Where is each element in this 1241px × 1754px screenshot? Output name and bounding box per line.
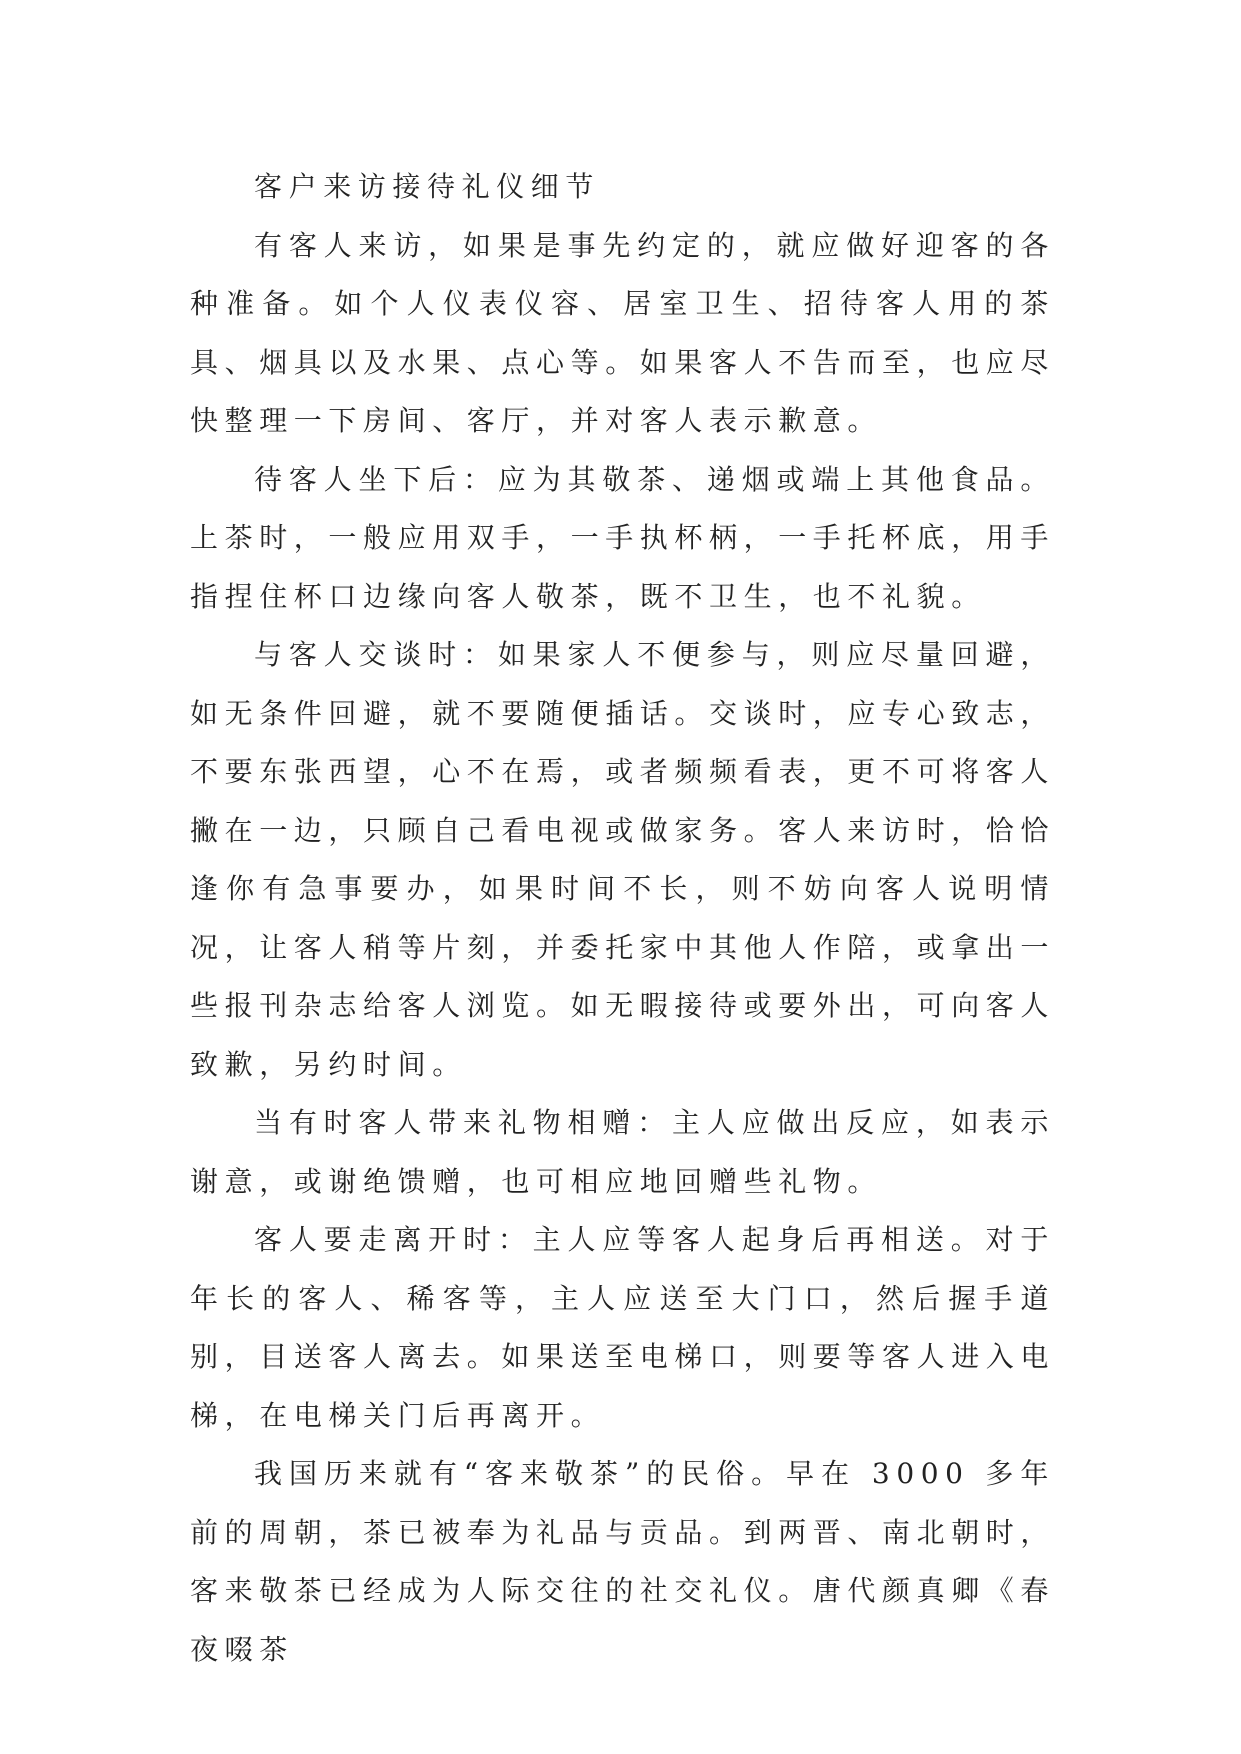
paragraph-conversation: 与客人交谈时：如果家人不便参与，则应尽量回避，如无条件回避，就不要随便插话。交谈时，应专心致志，不要东张西望，心不在焉，或者频频看表，更不可将客人撇在一边，只顾自己看电视或做家务。客人来访时，恰恰逢你有急事要办，如果时间不长，则不妨向客人说明情况，让客人稍等片刻，并委托家中其他人作陪，或拿出一些报刊杂志给客人浏览。如无暇接待或要外出，可向客人致歉，另约时间。 (190, 638, 1056, 1081)
paragraph-gifts: 当有时客人带来礼物相赠：主人应做出反应，如表示谢意，或谢绝馈赠，也可相应地回赠些礼物。 (190, 1106, 1055, 1198)
paragraph-tea-custom: 我国历来就有“客来敬茶”的民俗。早在 3000 多年前的周朝，茶已被奉为礼品与贡品。到两晋、南北朝时，客来敬茶已经成为人际交往的社交礼仪。唐代颜真卿《春夜啜茶 (190, 1457, 1056, 1666)
paragraph-visitor-preparation: 有客人来访，如果是事先约定的，就应做好迎客的各种准备。如个人仪表仪容、居室卫生、招待客人用的茶具、烟具以及水果、点心等。如果客人不告而至，也应尽快整理一下房间、客厅，并对客人表示歉意。 (190, 228, 1056, 437)
document-body (190, 158, 1055, 1679)
paragraph-seeing-off: 客人要走离开时：主人应等客人起身后再相送。对于年长的客人、稀客等，主人应送至大门口，然后握手道别，目送客人离去。如果送至电梯口，则要等客人进入电梯，在电梯关门后再离开。 (190, 1223, 1056, 1432)
document-title: 客户来访接待礼仪细节 (254, 170, 601, 203)
paragraph-serving-tea: 待客人坐下后：应为其敬茶、递烟或端上其他食品。上茶时，一般应用双手，一手执杯柄，一手托杯底，用手指捏住杯口边缘向客人敬茶，既不卫生，也不礼貌。 (190, 462, 1056, 613)
